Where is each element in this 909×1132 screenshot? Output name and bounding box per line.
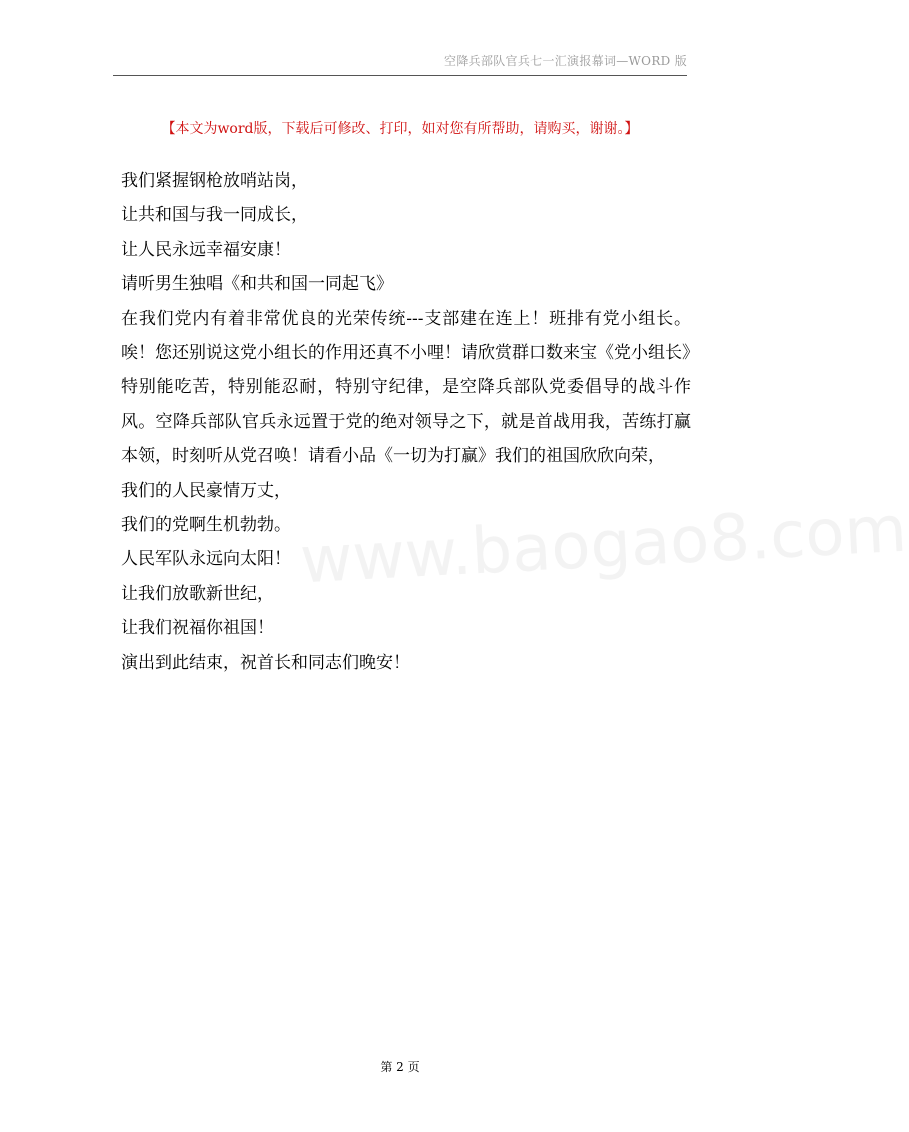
- body-line: 让我们放歌新世纪，: [121, 583, 274, 604]
- page-header: 空降兵部队官兵七一汇演报幕词—WORD 版: [444, 54, 687, 68]
- document-body: [121, 164, 909, 680]
- body-line: 让共和国与我一同成长，: [121, 205, 308, 226]
- body-line: 我们的党啊生机勃勃。: [121, 515, 291, 536]
- site-watermark: www.baogao8.com: [298, 492, 909, 599]
- body-line: 演出到此结束，祝首长和同志们晚安！: [121, 652, 410, 673]
- download-notice: 【本文为word版，下载后可修改、打印，如对您有所帮助，请购买，谢谢。】: [161, 121, 639, 137]
- body-line: 人民军队永远向太阳！: [121, 549, 291, 570]
- body-paragraph: 在我们党内有着非常优良的光荣传统---支部建在连上！班排有党小组长。唉！您还别说这党小组长的作用还真不小哩！请欣赏群口数来宝《党小组长》: [121, 308, 699, 364]
- page-number: 第 2 页: [380, 1060, 420, 1074]
- body-line: 我们紧握钢枪放哨站岗，: [121, 171, 308, 191]
- body-line: 我们的人民豪情万丈，: [121, 480, 291, 501]
- header-divider: [113, 75, 687, 76]
- body-line: 让我们祝福你祖国！: [121, 618, 274, 639]
- body-paragraph: 特别能吃苦，特别能忍耐，特别守纪律，是空降兵部队党委倡导的战斗作风。空降兵部队官兵永远置于党的绝对领导之下，就是首战用我，苦练打赢本领，时刻听从党召唤！请看小品《一切为打赢》我们的祖国欣欣向荣，: [121, 377, 691, 467]
- body-line: 让人民永远幸福安康！: [121, 239, 291, 260]
- body-line: 请听男生独唱《和共和国一同起飞》: [121, 274, 393, 295]
